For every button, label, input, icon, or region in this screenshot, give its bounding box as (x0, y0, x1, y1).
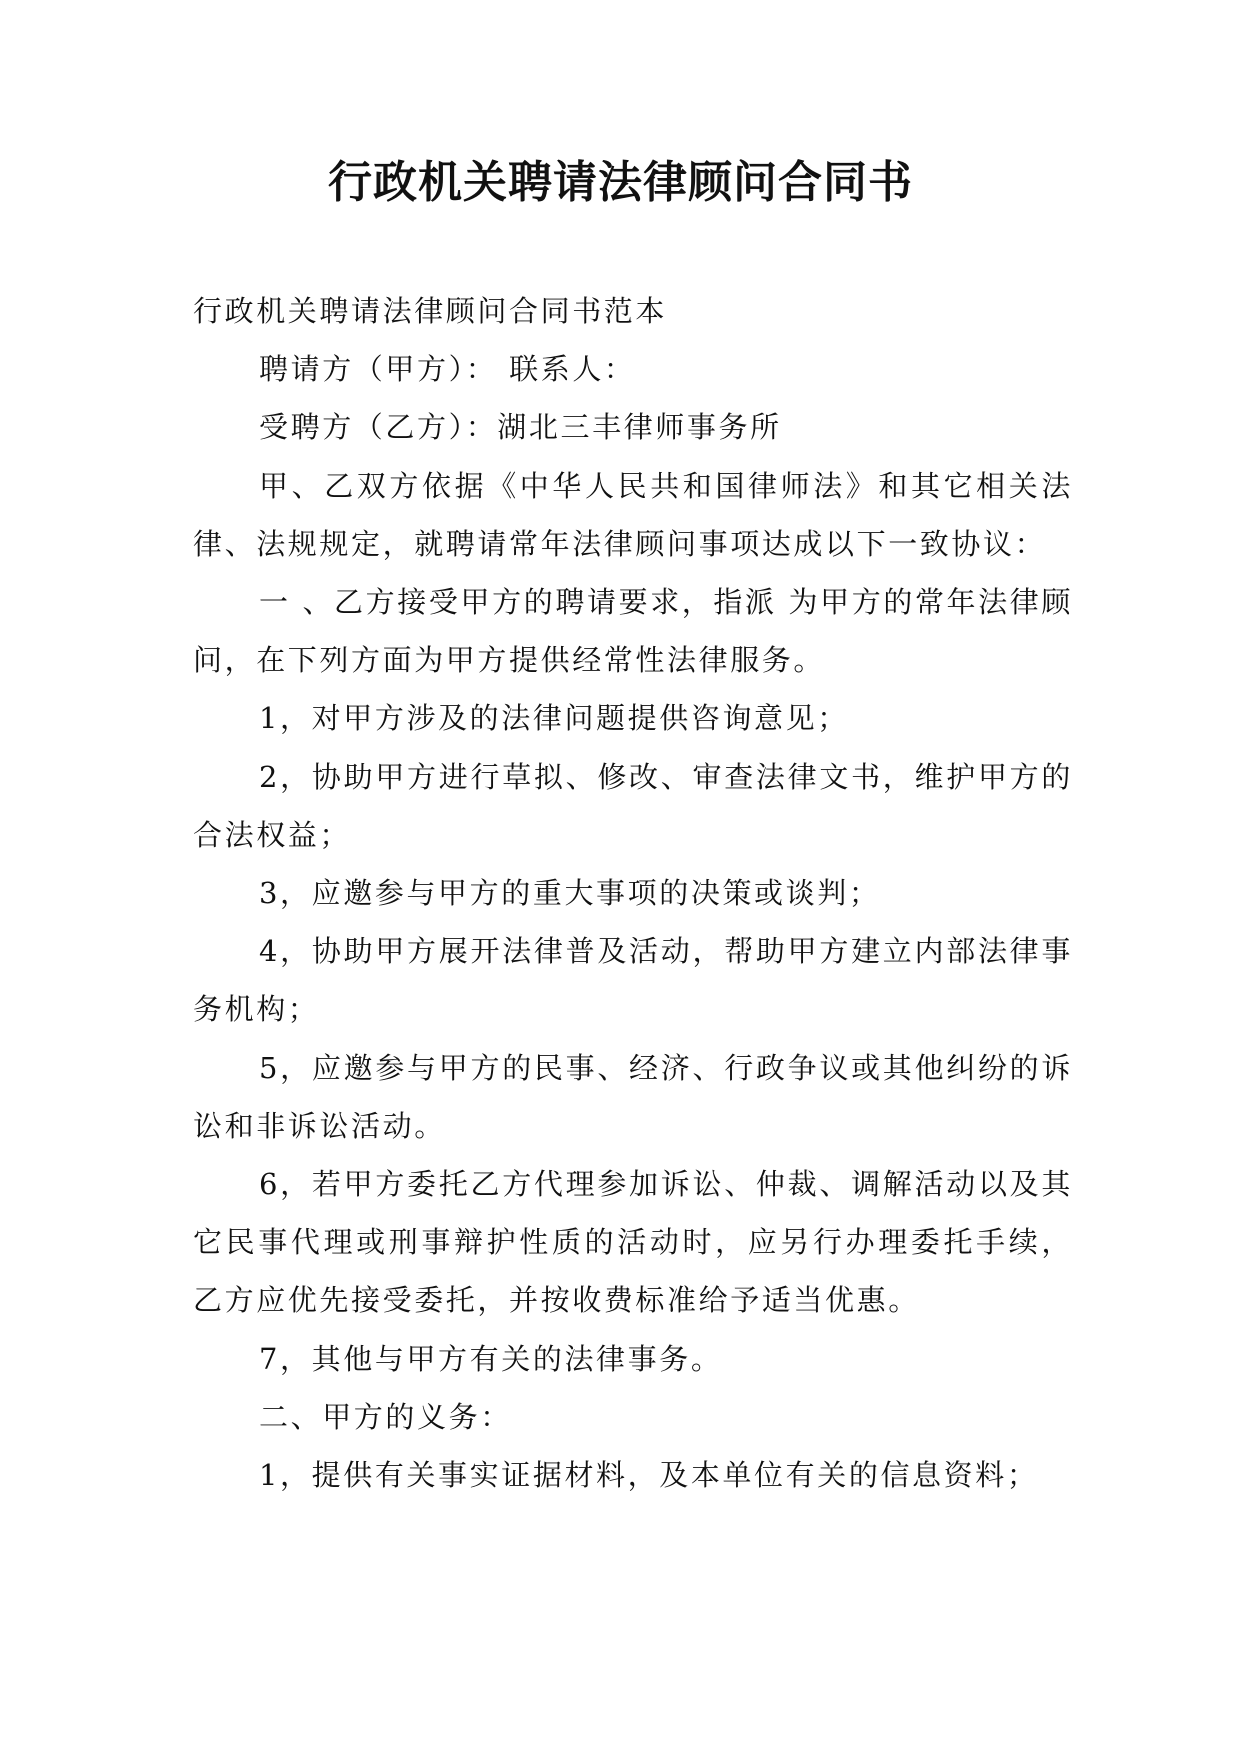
document-body (193, 282, 1073, 1504)
paragraph: 3，应邀参与甲方的重大事项的决策或谈判； (259, 876, 881, 911)
paragraph: 7，其他与甲方有关的法律事务。 (259, 1341, 723, 1376)
paragraph: 行政机关聘请法律顾问合同书范本 (193, 294, 668, 328)
paragraph: 二、甲方的义务： (259, 1399, 512, 1434)
document-title: 行政机关聘请法律顾问合同书 (328, 157, 913, 208)
paragraph: 1，对甲方涉及的法律问题提供咨询意见； (259, 701, 849, 736)
paragraph: 6，若甲方委托乙方代理参加诉讼、仲裁、调解活动以及其它民事代理或刑事辩护性质的活动时，应另行办理委托手续，乙方应优先接受委托，并按收费标准给予适当优惠。 (193, 1167, 1073, 1318)
paragraph: 1，提供有关事实证据材料，及本单位有关的信息资料； (259, 1458, 1039, 1493)
paragraph: 甲、乙双方依据《中华人民共和国律师法》和其它相关法律、法规规定，就聘请常年法律顾问事项达成以下一致协议： (193, 468, 1073, 561)
paragraph: 一 、乙方接受甲方的聘请要求，指派 为甲方的常年法律顾问，在下列方面为甲方提供经常性法律服务。 (193, 585, 1073, 678)
paragraph: 受聘方（乙方）：湖北三丰律师事务所 (259, 410, 782, 445)
paragraph: 4，协助甲方展开法律普及活动，帮助甲方建立内部法律事务机构； (193, 934, 1073, 1027)
paragraph: 5，应邀参与甲方的民事、经济、行政争议或其他纠纷的诉讼和非诉讼活动。 (193, 1050, 1073, 1143)
paragraph: 2，协助甲方进行草拟、修改、审查法律文书，维护甲方的合法权益； (193, 759, 1073, 852)
paragraph: 聘请方（甲方）： 联系人： (259, 352, 636, 387)
